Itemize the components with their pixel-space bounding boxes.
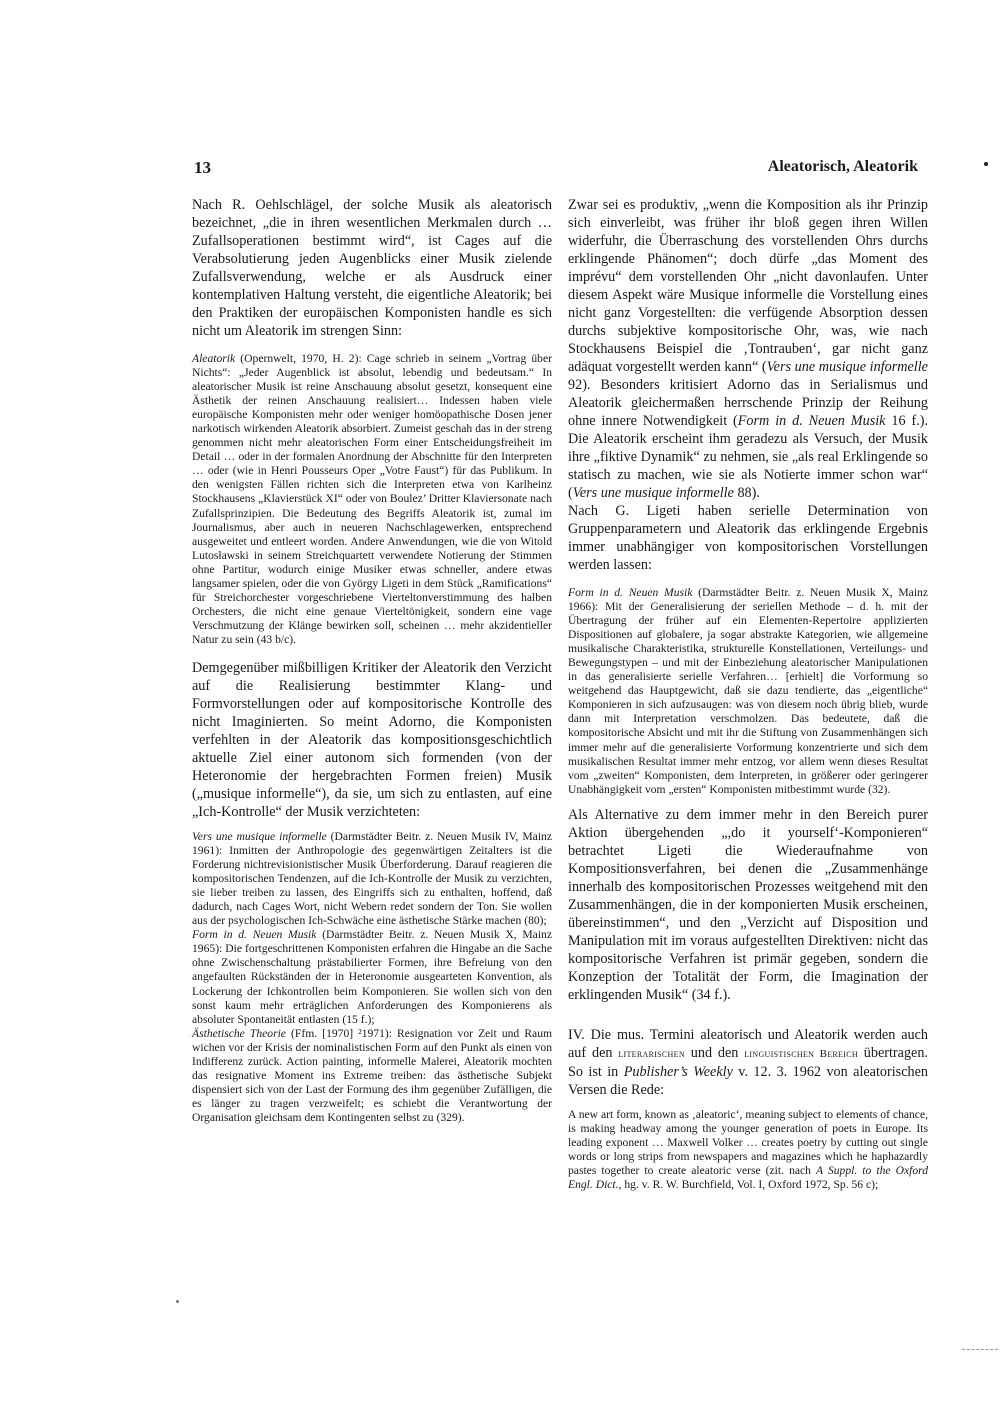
quotation: [192, 1027, 552, 1125]
quotation: [192, 352, 552, 647]
quotation: [568, 1108, 928, 1192]
citation-title: Vers une musique informelle: [766, 359, 928, 375]
quotation-text: (Opernwelt, 1970, H. 2): Cage schrieb in seinem „Vortrag über Nichts“: „Jeder Augenblick ist absolut, lebendig und bedeutsam.“ In aleatorischer Musik ist reine Anschauung absolut gesetzt, konsequent eine Ästhetik der reinen Anschauung realisiert… Indessen haben viele europäische Komponisten mehr oder weniger homöopathische Dosen jener narkotisch wirkenden Aleatorik absorbiert. Zumeist geschah das in der streng genommen nicht mehr aleatorischen Form einer Entscheidungsfreiheit im Detail … oder in der formalen Anordnung der Abschnitte für den Interpreten … oder (wie in Henri Pousseurs Oper „Votre Faust“) für das Publikum. In den wenigsten Fällen richten sich die Interpreten etwa von Karlheinz Stockhausens „Klavierstück XI“ oder von Boulez’ Dritter Klaviersonate nach Zufallsprinzipien. Die Bedeutung des Begriffs Aleatorik ist, zumal im Journalismus, aber auch in neueren Nachschlagewerken, entsprechend ausgeweitet und entleert worden. Andere Anwendungen, wie die von Witold Lutosławski in seinem Streichquartett verwendete Notierung der Stimmen ohne Partitur, wodurch einige Musiker etwas schneller, andere etwas langsamer spielen, oder die von György Ligeti in dem Stück „Ramifications“ für Streichorchester vorgeschriebene Vierteltonverstimmung des halben Orchesters, die nicht eine genaue Vierteltönigkeit, sondern eine vage Verschmutzung der Klänge bewirken soll, scheinen … mehr akzidentieller Natur zu sein (43 b/c).: [192, 352, 552, 646]
scan-mark: [962, 1349, 998, 1351]
quotation: [568, 586, 928, 797]
text-run: und den: [684, 1044, 745, 1061]
citation-title: Ästhetische Theorie: [192, 1026, 286, 1040]
quotation-text: (Ffm. [1970] ²1971): Resignation vor Zeit und Raum wichen vor der Krisis der nominalistischen Form auf den Punkt als einen von Indifferenz zurück. Action painting, informelle Malerei, Aleatorik mochten das resignative Moment ins Extreme treiben: das ästhetische Subjekt dispensiert sich von der Last der Formung des ihm gegenüber Zufälligen, die es länger zu tragen verzweifelt; es schiebt die Verantwortung der Organisation gleichsam dem Kontingenten selbst zu (329).: [192, 1026, 553, 1124]
running-head: Aleatorisch, Aleatorik: [767, 158, 918, 175]
quotation: [192, 830, 552, 928]
citation-title: Vers une musique informelle: [572, 485, 734, 501]
paragraph: Nach G. Ligeti haben serielle Determination von Gruppenparametern und Aleatorik das erklingende Ergebnis immer unabhängiger von kompositorischen Vorstellungen werden lassen:: [568, 503, 928, 573]
quotation-text: (Darmstädter Beitr. z. Neuen Musik IV, Mainz 1961): Inmitten der Anthropologie des gegenwärtigen Zeitalters ist die Forderung nichtrevisionistischer Musik Überforderung. Darauf reagieren die kompositorischen Tendenzen, auf die Ich-Kontrolle der Musik zu verzichten, sie lieber treiben zu lassen, des Eingriffs sich zu enthalten, hoffend, daß dadurch, nach Cages Wort, nicht Webern redet sondern der Ton. Sie wollen aus der psychologischen Ich-Schwäche eine ästhetische Stärke machen (80);: [192, 829, 552, 928]
paragraph: [568, 196, 928, 502]
text-run: übertragen. So ist in: [568, 1044, 928, 1080]
text-run: IV. Die mus. Termini aleatorisch und Aleatorik werden auch auf den: [568, 1026, 928, 1061]
small-caps-term: linguistischen Bereich: [744, 1047, 858, 1060]
paragraph: Demgegenüber mißbilligen Kritiker der Aleatorik den Verzicht auf die Realisierung bestimmter Klang- und Formvorstellungen oder auf kompositorische Kontrolle des nicht Imaginierten. So meint Adorno, die Komponisten verfehlten in der Aleatorik das kompositionsgeschichtlich aktuelle Ziel einer autonom sich formenden (von der Heteronomie der hergebrachten Formen freien) Musik („musique informelle“), da sie, um sich zu entlasten, auf eine „Ich-Kontrolle“ der Musik verzichteten:: [192, 659, 552, 820]
quotation-text: (Darmstädter Beitr. z. Neuen Musik X, Mainz 1966): Mit der Generalisierung der seriellen Methode – d. h. mit der Übertragung der früher auf ein Elementen-Repertoire applizierten Dispositionen auf globalere, ja sogar abstrakte Kategorien, wie allgemeine musikalische Charakteristika, strukturelle Konstellationen, Verteilungs- und Bewegungstypen – und mit der Einbeziehung aleatorischer Manipulationen in das generalisierte serielle Verfahren… [erhielt] die Vorformung so weitgehend das Hauptgewicht, daß sie dazu tendierte, das „eigentliche“ Komponieren in sich aufzusaugen: was von diesem noch übrig blieb, wurde dann mit Interpretation verschmolzen. Das bedeutete, daß die kompositorische Absicht und mit ihr die Stiftung von Zusammenhängen sich immer mehr auf die generalisierte Vorformung konzentrierte und sich dem musikalischen Resultat immer mehr entzog, vor allem wenn dieses Resultat vom „zweiten“ Komponisten, dem Interpreten, in größerer oder geringerer Unabhängigkeit vom „ersten“ Komponisten mitbestimmt wurde (32).: [568, 586, 928, 796]
left-column: [192, 196, 552, 1125]
right-column: [568, 196, 928, 1192]
citation-title: A Suppl. to the Oxford Engl. Dict.,: [568, 1163, 928, 1191]
quotation-text: A new art form, known as ‚aleatoric‘, meaning subject to elements of chance, is making headway among the younger generation of poets in Europe. Its leading exponent … Maxwell Volker … creates poetry by cutting out single words or long strips from newspapers and magazines which he haphazardly pastes together to create aleatoric verse (zit. nach: [568, 1107, 928, 1177]
page-number: 13: [194, 158, 211, 177]
text-run: 16 f.). Die Aleatorik erscheint ihm geradezu als Versuch, der Musik ihre „fiktive Dynamik“ zu nehmen, sie „als real Erklingende so statisch zu machen, wie sie als Notierte immer schon war“ (: [568, 413, 929, 501]
quotation-text: (Darmstädter Beitr. z. Neuen Musik X, Mainz 1965): Die fortgeschrittenen Komponisten erfahren die Hingabe an die Sache ohne Zwischenschaltung prästabilierter Formen, ihre Befreiung von den angefaulten Rückständen der in Heteronomie ausgearteten Konvention, als Lockerung der Ichkontrollen beim Komponieren. Sie wollen sich von den sonst kaum mehr erträglichen Anforderungen des Komponierens als absoluter Spontaneität entlasten (15 f.);: [192, 928, 552, 1026]
text-run: v. 12. 3. 1962 von aleatorischen Versen die Rede:: [568, 1063, 928, 1098]
citation-title: Publisher’s Weekly: [623, 1063, 733, 1080]
small-caps-term: literarischen: [618, 1047, 685, 1060]
citation-title: Form in d. Neuen Musik: [192, 928, 317, 942]
quotation: [192, 928, 552, 1026]
text-run: 92). Besonders kritisiert Adorno das in Serialismus und Aleatorik gleichermaßen herrschende Prinzip der Reihung ohne innere Notwendigkeit (: [568, 377, 928, 429]
section-paragraph: [568, 1026, 928, 1099]
citation-title: Form in d. Neuen Musik: [737, 413, 886, 429]
citation-title: Aleatorik: [192, 352, 236, 365]
margin-mark: [984, 162, 988, 166]
scan-speck: [176, 1300, 179, 1303]
paragraph: Als Alternative zu dem immer mehr in den Bereich purer Aktion übergehenden „,do it yourself‘-Komponieren“ betrachtet Ligeti die Wiederaufnahme von Kompositionsverfahren, bei denen die „Zusammenhänge innerhalb des kompositorischen Prozesses weitgehend mit den Zusammenhängen, die in der komponierten Musik erscheinen, übereinstimmen“, und den „Verzicht auf Disposition und Manipulation mit im voraus aufgestellten Direktiven: nicht das kompositorische Verfahren ist primär gegeben, sondern die Konzeption der Totalität der Form, die Imagination der erklingenden Musik“ (34 f.).: [568, 806, 928, 1003]
text-run: Zwar sei es produktiv, „wenn die Komposition als ihr Prinzip sich einverleibt, was früher ihr bloß gegen ihren Willen widerfuhr, die Überraschung des vorstellenden Ohrs durchs erklingende Phänomen“; doch dürfe „das Moment des imprévu“ dem vorstellenden Ohr „nicht davonlaufen. Unter diesem Aspekt wäre Musique informelle die Vorstellung eines nicht ganz Vorgestellten: die verfügende Absorption dessen durchs subjektive kompositorische Ohr, was, wie nach Stockhausens Beispiel die ‚Tontrauben‘, gar nicht ganz adäquat vorgestellt werden kann“ (: [568, 197, 928, 375]
citation-title: Vers une musique informelle: [192, 829, 327, 843]
text-run: 88).: [733, 485, 760, 501]
quotation-text: hg. v. R. W. Burchfield, Vol. I, Oxford 1972, Sp. 56 c);: [621, 1177, 879, 1191]
page-header: [194, 158, 918, 182]
paragraph: Nach R. Oehlschlägel, der solche Musik als aleatorisch bezeichnet, „die in ihren wesentlichen Merkmalen durch … Zufallsoperationen bestimmt wird“, ist Cages auf die Verabsolutierung jeden Augenblicks einer Musik zielende Zufallsverwendung, welche er als Ausdruck einer kontemplativen Haltung versteht, die eigentliche Aleatorik; bei den Praktiken der europäischen Komponisten handle es sich nicht um Aleatorik im strengen Sinn:: [192, 197, 552, 339]
citation-title: Form in d. Neuen Musik: [568, 586, 693, 599]
